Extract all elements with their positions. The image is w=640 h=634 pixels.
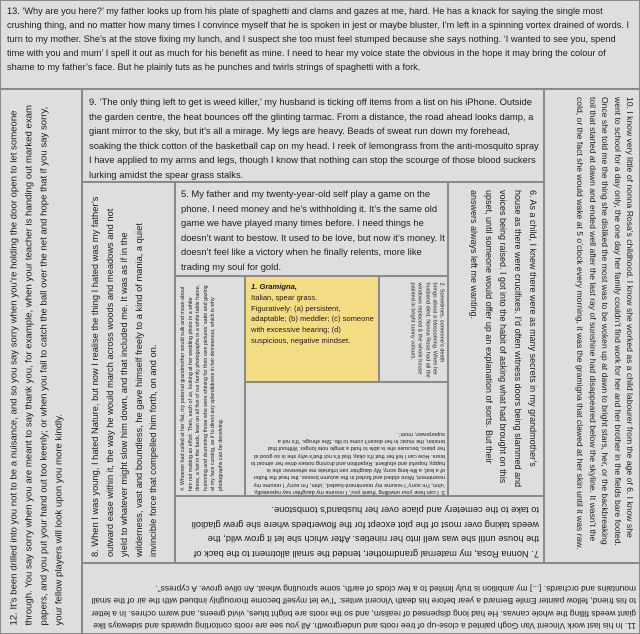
section-11-text: 11. In his last work Vincent Van Gogh painted a close-up of tree roots and undergrowth. All you see are roots contorting upwards and sideways like giant weeds filling the whole canvas. He had long dispensed of realism, and so the roots are bright blues, vivid greens, and warm ochres. In a letter to his friend, fellow painter Emile Bernard a year before his death Vincent writes: “I’ve let myself become thoroughly imbued with the air of the small mountains and orchards. [...] my ambition is truly limited to a few clods of earth, some sprouting wheat. An olive grove. A cypress”. <box>91 584 636 631</box>
section-2 <box>379 276 448 382</box>
section-7-text: 7. Nonna Rosa, my maternal grandmother, tended the small allotment to the back of the house until she was well into her nineties. After which she let it grow wild, the weeds taking over most of the plot except for the flowerbeds where she grew gladioli to take to the cemetery and place over her husband’s tombstone. <box>191 505 539 559</box>
section-3-text: 3. I can hear your unwilling ‘thank you’, I resume my daughter say repeatedly, ‘uhm, I’m sorry’ I resume my resentment-loaded, ‘uhm, I’m sorry’ I resume my resentment, More ebbed and fizzled in the autumn breeze, the heat the flutter of a leaf, a life-long sorry, My daughter can infuriate me whenever she is happy, hopeful and ebullient. Repetition and droning noises drive her almost to tears. How can I tell her that it’s okay, that it’s not that’s why she is so good at her piano, because she is able to hold a single note longer. Without that tension, the music in her doesn’t come to life. She shrugs. ‘It’s not a superpower, mum’. <box>250 430 445 495</box>
section-12-text: 12. It’s been drilled into you not to be a nuisance, and so you say sorry when you’re holding the door open to let someone through. You say sorry when you are meant to say thank you, for example, when your teacher is handing out marked exam papers, and you put your hand out too keenly; or when you fail to catch the ball over the net and hope that if you say sorry, your fellow players will look upon you more kindly. <box>8 105 65 626</box>
section-10-text: 10. I know very little of nonna Rosa’s childhood. I know she worked as a child labourer from the age of 6. I know she went to school for a day only, the one day her family couldn’t find work for her and her brother in the fields bare footed. Once she told me the thing she disliked the most was to be woken up at dawn to bright stars, her, or the backbreaking toil that started at dawn and ended well after the last ray of sunshine had disappeared below the skyline. It wasn’t the cold, or the fact she would wake at 5 o’clock every morning, it was the gramigna that clawed at her skin until it was raw. <box>575 97 635 550</box>
section-6 <box>448 182 544 496</box>
section-9-text: 9. ‘The only thing left to get is weed killer,’ my husband is ticking off items from a list on his iPhone. Outside the garden centre, the heat bounces off the glinting tarmac. From a distance, the road ahead looks damp, a giant mirror to the sky, but it’s all a mirage. My legs are heavy. Beads of sweat run down my forehead, soaking the thick cotton of the basketball cap on my head. I reek of lemongrass from the anti-mosquito spray I have applied to my arms and legs, though I know that nothing can stop the scourge of those blood suckers lurking amidst the spear grass stalks. <box>89 96 539 180</box>
section-13 <box>0 0 640 89</box>
section-13-text: 13. ‘Why are you here?’ my father looks up from his plate of spaghetti and clams and gazes at me, hard. He has a knack for saying the single most crushing thing, and no matter how many times I convince myself that he is spoken in jest or maybe bluster, I’m left in a spinning vortex drained of words. I turn to my mother. She’s at the stove fixing my lunch, and I suspect she too must feel stumped because she says nothing. ‘I wanted to see you, spend time with you and mum’ I spell it out as much for his benefit as mine. I need to hear my voice state the obvious in the hope it may bring the colour of shame to my father’s face. But he plainly tuts as he punches and twirls strings of spaghetti with a fork. <box>7 6 629 72</box>
definition-line: Italian, spear grass. <box>251 292 318 302</box>
section-5-text: 5. My father and my twenty-year-old self play a game on the phone. I need money and he’s withholding it. It’s the same old game we have played many times before. I need things he doesn’t want to bestow. It used to be love, but now it’s money. It doesn’t feel like a victory when he finally relents, more like trading my soul for gold. <box>181 188 445 272</box>
definition-gramigna <box>245 276 379 382</box>
section-3 <box>245 382 448 496</box>
section-5 <box>175 182 448 276</box>
section-7 <box>175 496 544 563</box>
section-6-text: 6. As a child, I knew there were as many secrets in my grandmother’s house as there were crucifixes. I’d often witness doors being slammed and voices being raised. I got into the habit of asking what had brought on this upset, until someone would offer up an explanation of sorts. But their answers always left me wanting. <box>468 190 538 488</box>
section-4-text: 4. Whoever had called at her flat, my paternal grandmother would sulk and moan about him not making an effort. Then, each of us, looking at her wedding photo in a white dress, a hat in the back, lean on all five of our family photographs in a white table frame, humming and drumming those who were shining for their own pictures’ sake and gazing at my face cursing, as if to direct any splendidness in her demeanour, which is why photographs can be deceiving. <box>180 284 224 491</box>
section-12 <box>0 89 82 634</box>
section-8-text: 8. When I was young, I hated Nature, but now I realise the thing I hated was my father’s outward ease within it, the way he would march across woods and meadows and not yield to whatever might slow him down, and that included me. It was as if in the wilderness, vast and boundless, he gave himself freely to a kind of mania, a quiet invincible force that compelled him forth, on and on. <box>90 196 159 557</box>
section-11 <box>82 563 640 634</box>
section-10 <box>544 89 640 563</box>
definition-line: Figuratively: (a) persistent, adaptable; (b) meddler; (c) someone with excessive hearing; (d) suspicious, negative mindset. <box>251 303 374 345</box>
section-8 <box>82 182 175 563</box>
section-2-text: 2. Sometimes, someone’s death brings about a blossoming. When her husband died, Nonna Rosa had all the windows replaced & the whole house painted in bright sunny colours. <box>409 282 445 378</box>
section-9 <box>82 89 544 182</box>
definition-title: 1. Gramigna, <box>251 282 298 291</box>
section-4 <box>175 276 245 496</box>
